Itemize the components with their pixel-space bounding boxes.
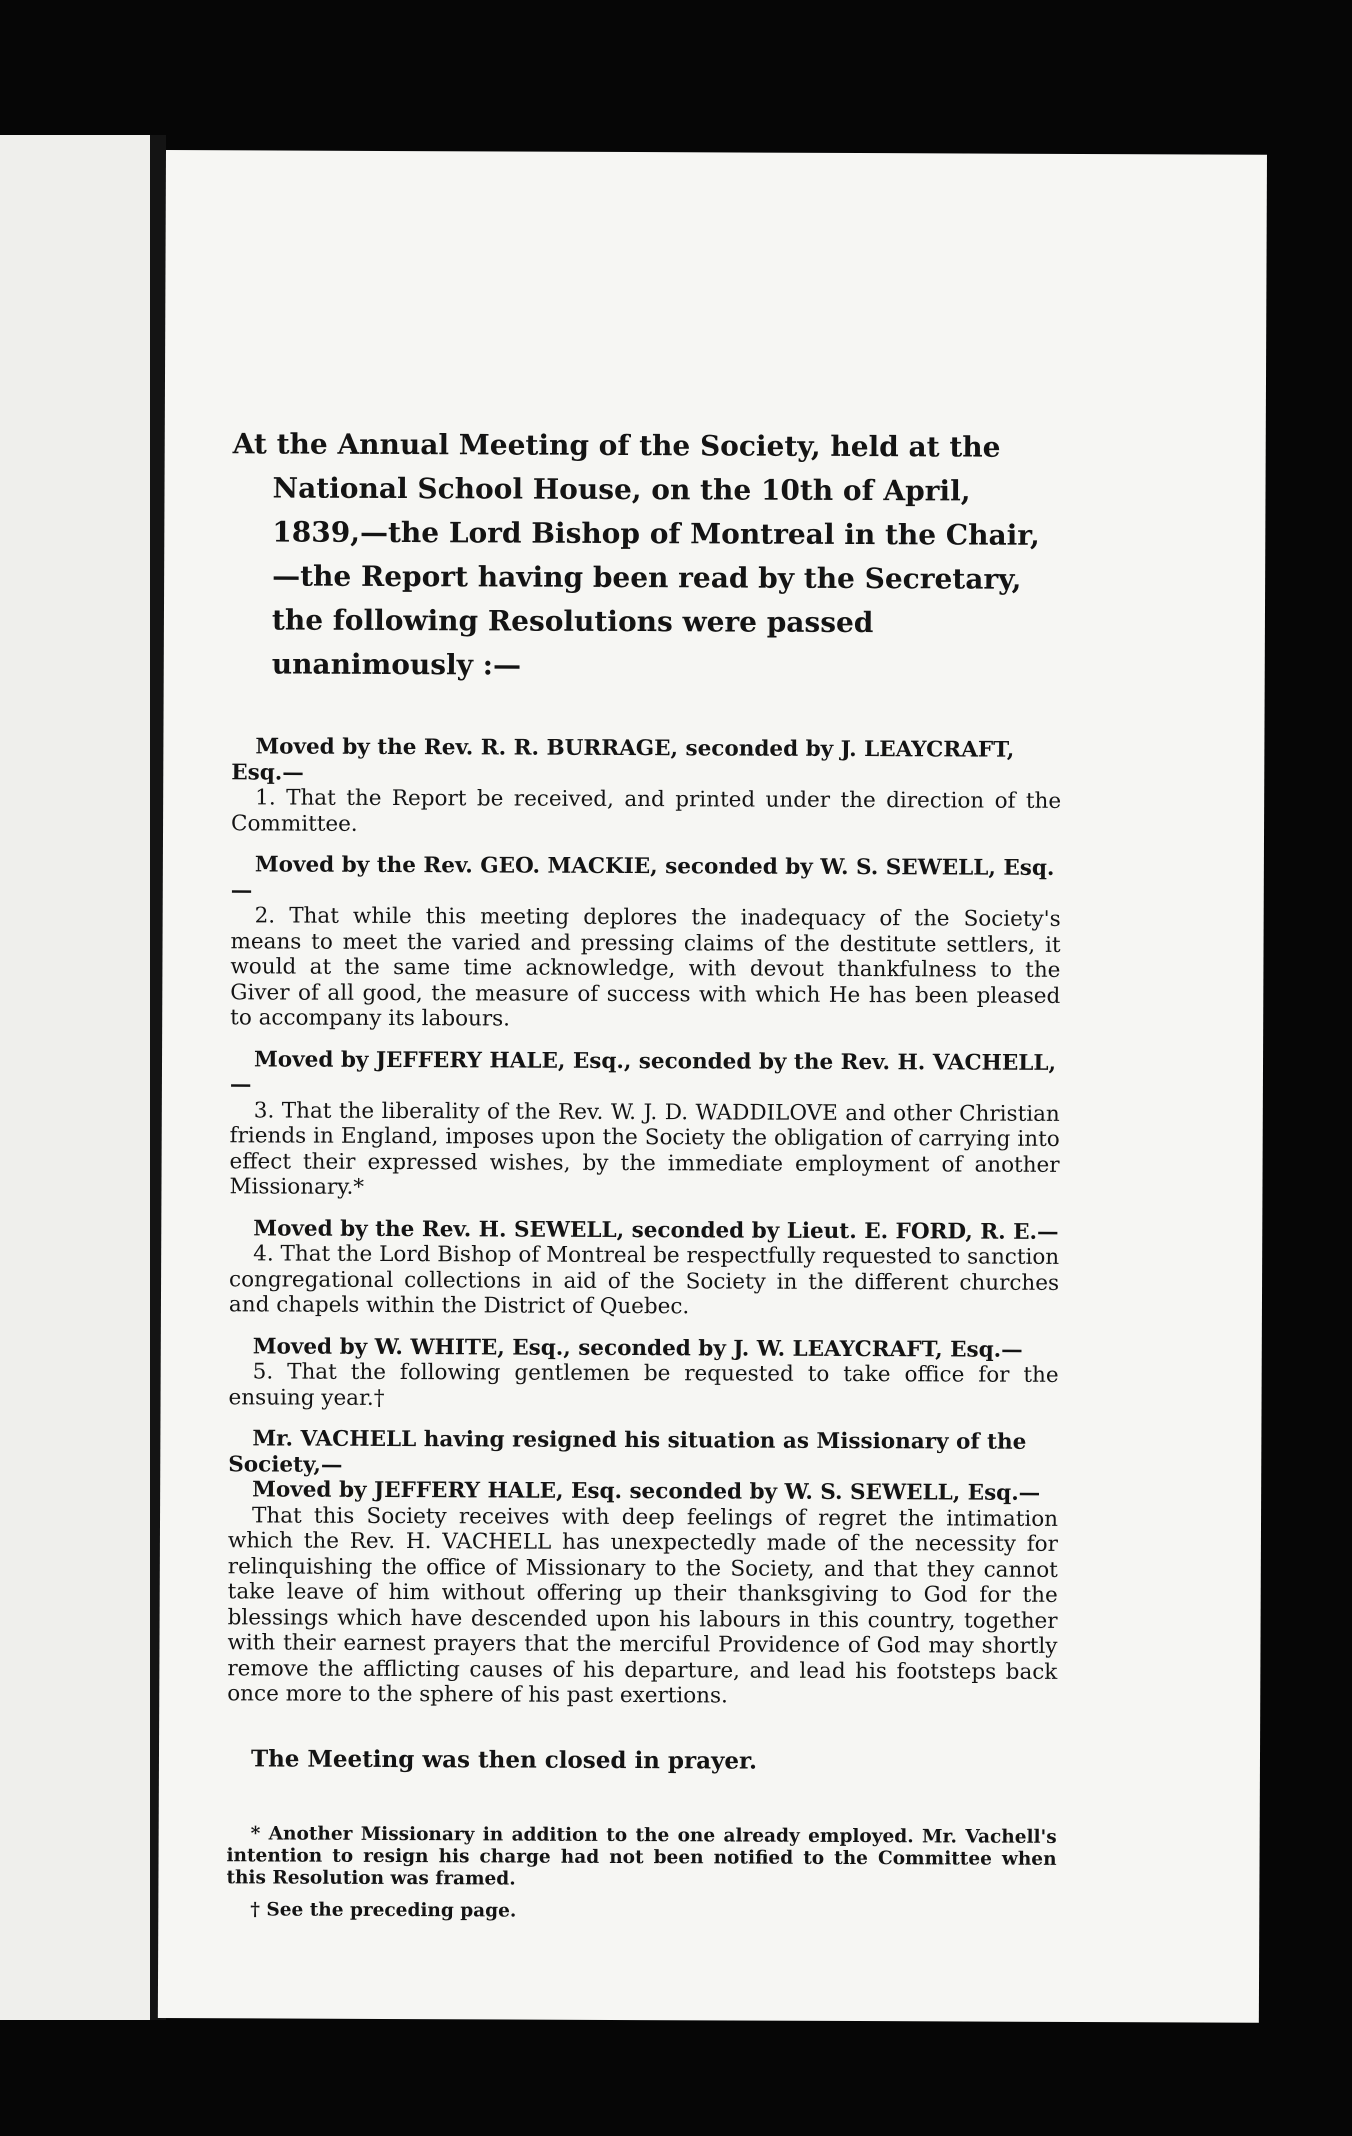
resolution-text: 1. That the Report be received, and printed under the direction of the Committee.	[231, 785, 1062, 837]
resolution-text: 3. That the liberality of the Rev. W. J. D. WADDILOVE and other Christian friends in England, imposes upon the Society the obligation of carrying into effect their expressed wishes, by the immediate employment of another Missionary.*	[229, 1097, 1060, 1200]
footnotes	[226, 1823, 1056, 1925]
final-resolution-text: That this Society receives with deep feelings of regret the intimation which the Rev. H. VACHELL has unexpectedly made of the necessity for relinquishing the office of Missionary to the Society, and that they cannot take leave of him without offering up their thanksgiving to God for the blessings which have descended upon his labours in this country, together with their earnest prayers that the merciful Providence of God may shortly remove the afflicting causes of his departure, and lead his footsteps back once more to the sphere of his past exertions.	[227, 1502, 1059, 1709]
resolution-vachell	[227, 1426, 1058, 1710]
resolution-mover: Moved by the Rev. H. SEWELL, seconded by Lieut. E. FORD, R. E.—	[253, 1215, 1059, 1245]
resolution-text: 2. That while this meeting deplores the inadequacy of the Society's means to meet the varied and pressing claims of the destitute settlers, it would at the same time acknowledge, with devout thankfulness to the Giver of all good, the measure of success with which He has been pleased to accompany its labours.	[230, 903, 1061, 1032]
footnote-asterisk: * Another Missionary in addition to the one already employed. Mr. Vachell's intention to resign his charge had not been notified to the Committee when this Resolution was framed.	[226, 1822, 1057, 1890]
vachell-note: Mr. VACHELL having resigned his situation as Missionary of the Society,—	[228, 1426, 1027, 1478]
resolution-mover: Moved by the Rev. GEO. MACKIE, seconded by W. S. SEWELL, Esq.—	[230, 852, 1055, 903]
facing-page	[0, 135, 150, 2020]
resolution-2	[230, 852, 1061, 1034]
page-content	[226, 422, 1063, 1934]
footnote-dagger: † See the preceding page.	[250, 1898, 517, 1922]
closing-line: The Meeting was then closed in prayer.	[250, 1744, 758, 1775]
resolution-mover: Moved by W. WHITE, Esq., seconded by J. W. LEAYCRAFT, Esq.—	[252, 1333, 1023, 1363]
resolution-4	[229, 1216, 1059, 1322]
resolution-text: 4. That the Lord Bishop of Montreal be respectfully requested to sanction congregational collections in aid of the Society in the different churches and chapels within the District of Quebec.	[228, 1241, 1060, 1320]
final-mover: Moved by JEFFERY HALE, Esq. seconded by W. S. SEWELL, Esq.—	[252, 1477, 1041, 1506]
resolution-1	[231, 734, 1061, 840]
resolution-5	[229, 1334, 1059, 1414]
resolution-text: 5. That the following gentlemen be requested to take office for the ensuing year.†	[228, 1359, 1059, 1411]
resolution-mover: Moved by the Rev. R. R. BURRAGE, seconded by J. LEAYCRAFT, Esq.—	[231, 734, 1015, 786]
resolution-mover: Moved by JEFFERY HALE, Esq., seconded by the Rev. H. VACHELL,—	[229, 1046, 1057, 1098]
resolution-3	[229, 1047, 1060, 1204]
meeting-intro: At the Annual Meeting of the Society, held at the National School House, on the 10th of April, 1839,—the Lord Bishop of Montreal in the Chair,—the Report having been read by the Secretary, the following Resolutions were passed unanimously :—	[232, 427, 1040, 682]
footnote-divider	[582, 1807, 702, 1809]
document-page	[158, 150, 1267, 2023]
